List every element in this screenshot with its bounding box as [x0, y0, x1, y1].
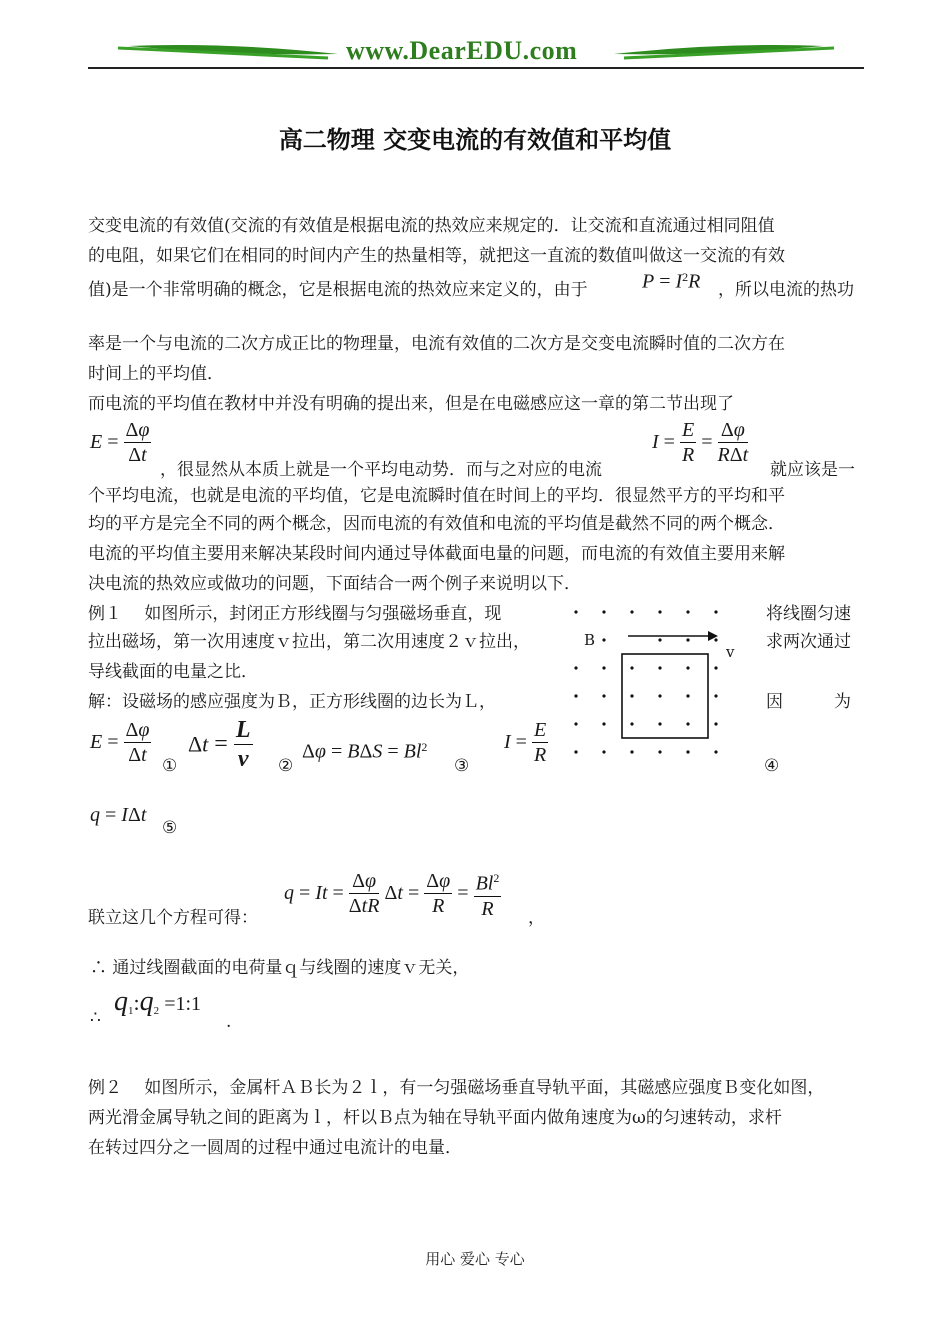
ex1-line4b: 因 为 [766, 692, 851, 712]
eq-mark-1: ① [162, 756, 178, 776]
conclusion-line: ∴ 通过线圈截面的电荷量ｑ与线圈的速度ｖ无关， [90, 958, 470, 978]
magnetic-field-figure [568, 598, 748, 768]
para2-line2b: 就应该是一 [770, 460, 855, 480]
formula-power: $P = I^2R$ [642, 270, 701, 293]
equation-3: $\Delta\varphi = B\Delta S = Bl^2$ [302, 740, 428, 763]
para2-line6: 决电流的热效应或做功的问题，下面结合一两个例子来说明以下． [88, 574, 581, 594]
para1-line1: 交变电流的有效值(交流的有效值是根据电流的热效应来规定的．让交流和直流通过相同阻值 [88, 216, 775, 236]
para2-line4: 均的平方是完全不同的两个概念，因而电流的有效值和电流的平均值是截然不同的两个概念． [88, 514, 785, 534]
equation-4: I = $\frac{E}{R}$ [504, 719, 547, 766]
equation-combined: q = It = $\frac{\Delta\varphi}{\text{ΔtR}}$ Δt = $\frac{\Delta\varphi}{R}$ = $\frac{Bl^2}{R}$ [284, 866, 501, 921]
eq-mark-5: ⑤ [162, 818, 178, 838]
formula-emf: E = $\frac{\Delta\varphi}{\Delta t}$ [90, 419, 150, 466]
equation-1: E = $\frac{\Delta\varphi}{\Delta t}$ [90, 719, 150, 766]
para1-line5: 时间上的平均值． [88, 364, 224, 384]
combine-text: 联立这几个方程可得： [88, 908, 258, 928]
ex1-line2a: 拉出磁场，第一次用速度ｖ拉出，第二次用速度２ｖ拉出， [88, 632, 530, 652]
eq-mark-2: ② [278, 756, 294, 776]
ex1-line4a: 解：设磁场的感应强度为Ｂ，正方形线圈的边长为Ｌ， [88, 692, 496, 712]
para1-line3b: ，所以电流的热功 [718, 280, 854, 300]
combine-comma: ， [528, 908, 545, 928]
ex1-line1a: 例１ 如图所示，封闭正方形线圈与匀强磁场垂直，现 [88, 604, 502, 624]
page-footer: 用心 爱心 专心 [425, 1250, 525, 1268]
field-diagram [568, 598, 748, 768]
page-title: 高二物理 交变电流的有效值和平均值 [278, 126, 672, 154]
ratio-equation: $q_1:q_2$ =1:1 [114, 986, 202, 1018]
equation-2: Δt = $\frac{L}{v}$ [188, 717, 251, 772]
para2-line2a: ，很显然从本质上就是一个平均电动势．而与之对应的电流 [160, 460, 602, 480]
site-logo[interactable]: www.DearEDU.com [346, 36, 578, 65]
eq-mark-3: ③ [454, 756, 470, 776]
ex1-line1b: 将线圈匀速 [766, 604, 851, 624]
ratio-period: . [226, 1012, 232, 1032]
ex2-line3: 在转过四分之一圆周的过程中通过电流计的电量． [88, 1138, 462, 1158]
ex1-line2b: 求两次通过 [766, 632, 851, 652]
ex2-line2: 两光滑金属导轨之间的距离为ｌ，杆以Ｂ点为轴在导轨平面内做角速度为ω的匀速转动，求杆 [88, 1108, 782, 1128]
para1-line4: 率是一个与电流的二次方成正比的物理量，电流有效值的二次方是交变电流瞬时值的二次方在 [88, 334, 785, 354]
ratio-value: =1:1 [164, 993, 202, 1015]
para2-line1: 而电流的平均值在教材中并没有明确的提出来，但是在电磁感应这一章的第二节出现了 [88, 394, 734, 414]
para2-line5: 电流的平均值主要用来解决某段时间内通过导体截面电量的问题，而电流的有效值主要用来解 [88, 544, 785, 564]
para2-line3: 个平均电流，也就是电流的平均值，它是电流瞬时值在时间上的平均．很显然平方的平均和平 [88, 486, 785, 506]
header-rule [88, 67, 864, 69]
field-label-b: B [584, 631, 596, 649]
eq-mark-4: ④ [764, 756, 780, 776]
para1-line3a: 值)是一个非常明确的概念，它是根据电流的热效应来定义的，由于 [88, 280, 588, 300]
velocity-label-v: v [726, 643, 735, 661]
formula-current: I = $\frac{E}{R}$ = $\frac{\Delta\varphi}{\text{RΔt}}$ [652, 419, 749, 466]
equation-5: q = IΔt [90, 804, 147, 826]
therefore-symbol: ∴ [90, 1008, 101, 1028]
para1-line2: 的电阻，如果它们在相同的时间内产生的热量相等，就把这一直流的数值叫做这一交流的有效 [88, 246, 785, 266]
ex1-line3: 导线截面的电量之比． [88, 662, 258, 682]
header-banner [88, 30, 864, 72]
ex2-line1: 例２ 如图所示，金属杆ＡＢ长为２ｌ，有一匀强磁场垂直导轨平面，其磁感应强度Ｂ变化如图， [88, 1078, 825, 1098]
